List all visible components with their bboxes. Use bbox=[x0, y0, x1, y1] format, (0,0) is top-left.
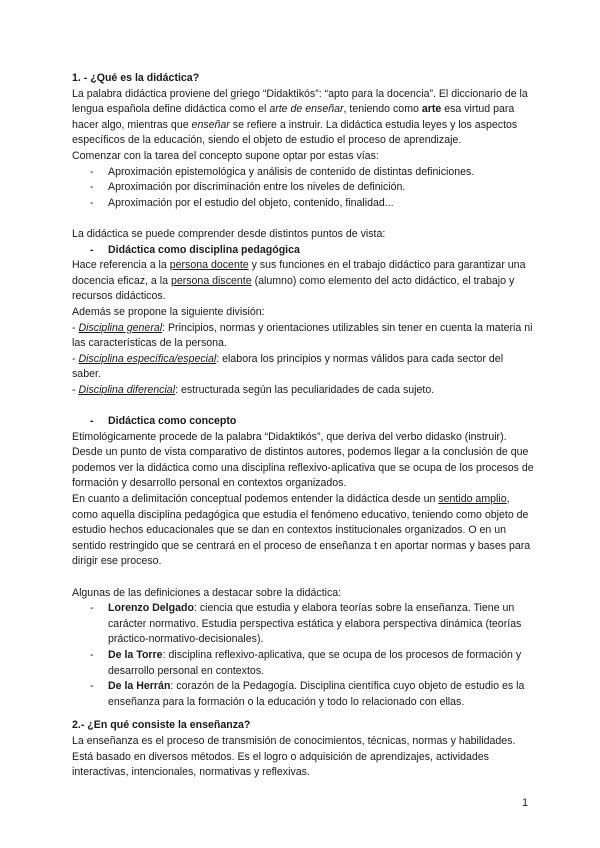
list-item: - Aproximación epistemológica y análisis de contenido de distintas definiciones. bbox=[72, 165, 534, 181]
list-item: - De la Herrán: corazón de la Pedagogía. Disciplina científica cuyo objeto de estudio es la enseñanza para la formación o la educación y todo lo relacionado con ellas. bbox=[72, 679, 534, 710]
list-item: - De la Torre: disciplina reflexivo-aplicativa, que se ocupa de los procesos de formación y desarrollo personal en contextos. bbox=[72, 648, 534, 679]
vias-list bbox=[72, 165, 534, 212]
definiciones-list bbox=[72, 601, 534, 710]
document-page bbox=[72, 71, 534, 781]
disciplina-especifica: - Disciplina específica/especial: elabora los principios y normas válidos para cada sector del saber. bbox=[72, 352, 504, 381]
pedagogica-title: - Didáctica como disciplina pedagógica bbox=[72, 243, 534, 259]
disciplina-general: - Disciplina general: Principios, normas y orientaciones utilizables sin tener en cuenta la materia ni las características de la persona. bbox=[72, 321, 533, 350]
pedagogica-paragraph: Hace referencia a la persona docente y sus funciones en el trabajo didáctico para garantizar una docencia eficaz, a la persona discente (alumno) como elemento del acto didáctico, el trabajo y recursos didácticos. bbox=[72, 259, 526, 303]
division-intro: Además se propone la siguiente división: bbox=[72, 305, 265, 318]
list-item: - Aproximación por el estudio del objeto, contenido, finalidad... bbox=[72, 196, 534, 212]
pedagogica-heading-list bbox=[72, 243, 534, 259]
section1-intro: La palabra didáctica proviene del griego “Didaktikós”: “apto para la docencia”. El diccionario de la lengua española define didáctica como el arte de enseñar, teniendo como arte esa virtud para hacer algo, mientras que enseñar se refiere a instruir. La didáctica estudia leyes y los aspectos específicos de la educación, siendo el objeto de estudio el proceso de aprendizaje. bbox=[72, 87, 528, 147]
definiciones-intro: Algunas de las definiciones a destacar sobre la didáctica: bbox=[72, 586, 342, 599]
section2-title: 2.- ¿En qué consiste la enseñanza? bbox=[72, 719, 251, 732]
section2-paragraph: La enseñanza es el proceso de transmisión de conocimientos, técnicas, normas y habilidades. Está basado en diversos métodos. Es el logro o adquisición de aprendizajes, actividades interactivas, intencionales, normativas y reflexivas. bbox=[72, 734, 516, 779]
section1-title: 1. - ¿Qué es la didáctica? bbox=[72, 72, 200, 84]
list-item: - Lorenzo Delgado: ciencia que estudia y elabora teorías sobre la enseñanza. Tiene un carácter normativo. Estudia perspectiva estática y elabora perspectiva dinámica (teorías práctico-normativo-decisionales). bbox=[72, 601, 534, 648]
puntos-vista: La didáctica se puede comprender desde distintos puntos de vista: bbox=[72, 227, 386, 240]
list-item: - Aproximación por discriminación entre los niveles de definición. bbox=[72, 180, 534, 196]
disciplina-diferencial: - Disciplina diferencial: estructurada según las peculiaridades de cada sujeto. bbox=[72, 383, 435, 396]
page-number: 1 bbox=[522, 797, 528, 809]
vias-intro: Comenzar con la tarea del concepto supone optar por estas vías: bbox=[72, 149, 379, 162]
concepto-paragraph-1: Etimológicamente procede de la palabra “Didaktikós”, que deriva del verbo didasko (instruir). Desde un punto de vista comparativo de distintos autores, podemos llegar a la conclusión de que podemos ver la didáctica como una disciplina reflexivo-aplicativa que se ocupa de los procesos de formación y desarrollo personal en contextos organizados. bbox=[72, 430, 534, 490]
concepto-paragraph-2: En cuanto a delimitación conceptual podemos entender la didáctica desde un sentido amplio, como aquella disciplina pedagógica que estudia el fenómeno educativo, teniendo como objeto de estudio hechos educacionales que se dan en contextos institucionales organizados. O en un sentido restringido que se centrará en el proceso de enseñanza t en aportar normas y bases para dirigir ese proceso. bbox=[72, 493, 531, 568]
concepto-title: - Didáctica como concepto bbox=[72, 414, 534, 430]
concepto-heading-list bbox=[72, 414, 534, 430]
